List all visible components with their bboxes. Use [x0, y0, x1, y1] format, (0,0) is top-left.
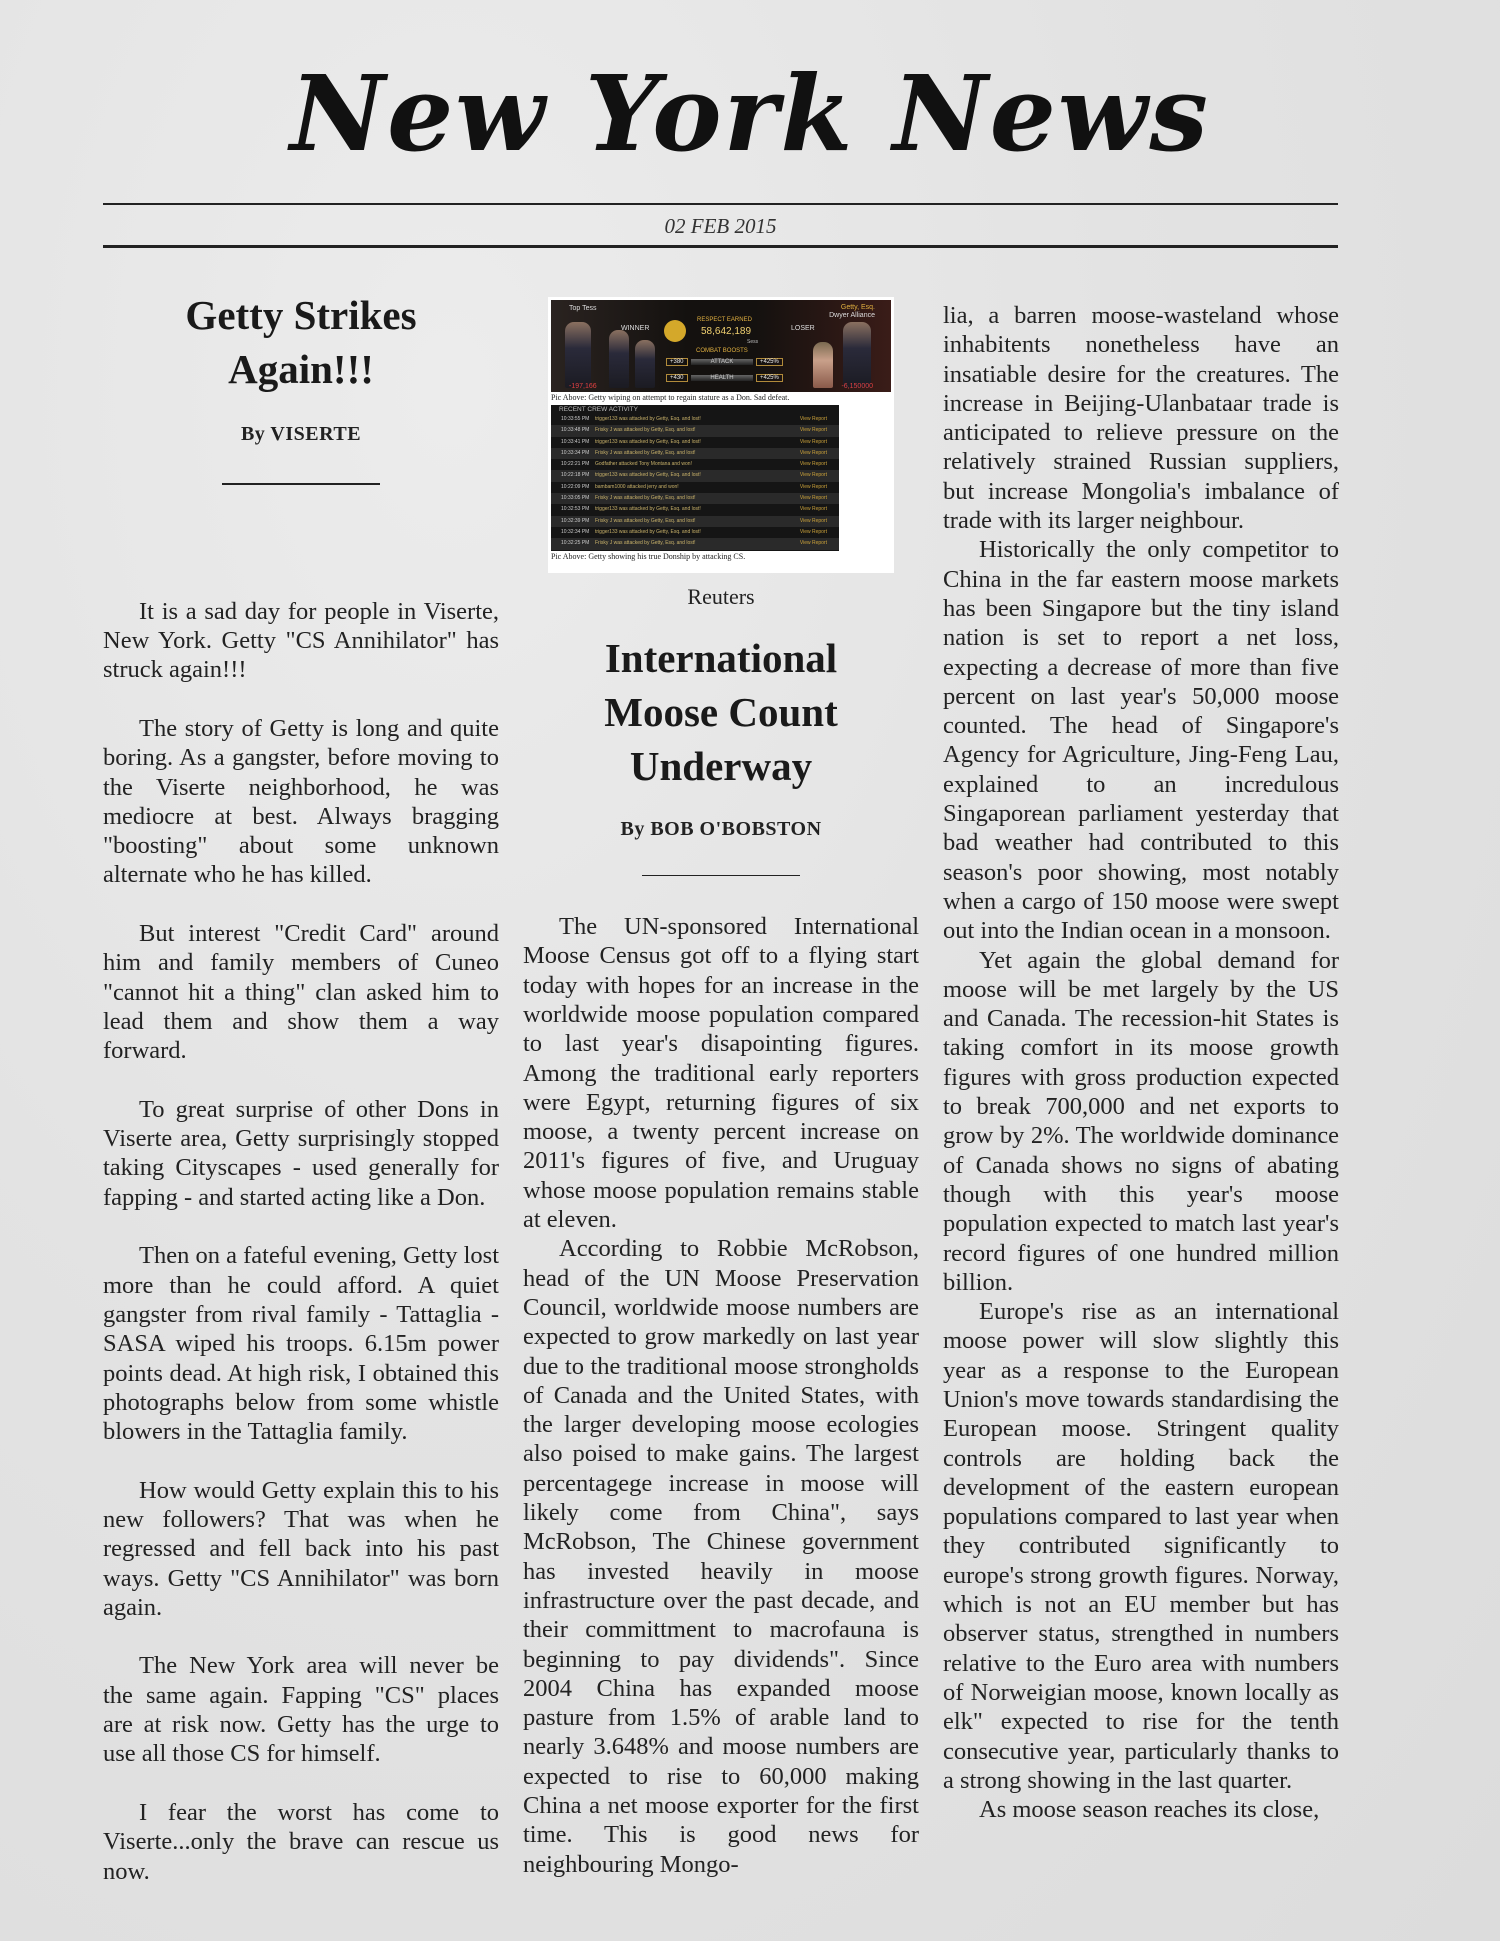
activity-time: 10:33:55 PM: [561, 416, 590, 422]
article-moose: [523, 582, 919, 1879]
lady-figure: [813, 342, 833, 388]
activity-row: [551, 448, 839, 459]
activity-text: Frisky J was attacked by Getty, Esq. and lost!: [595, 427, 696, 434]
view-report-link: View Report: [799, 540, 827, 547]
view-report-link: View Report: [799, 449, 827, 456]
masthead-rule-top: [103, 203, 1338, 205]
activity-text: trigger133 was attacked by Getty, Esq. and lost!: [595, 528, 701, 535]
paragraph: The story of Getty is long and quite boring. As a gangster, before moving to the Viserte neighborhood, he was mediocre at best. Always bragging "boosting" about some unknown alternate who he has killed.: [103, 714, 499, 889]
respect-label: RESPECT EARNED: [697, 317, 752, 323]
activity-time: 10:33:41 PM: [561, 438, 590, 445]
activity-title: RECENT CREW ACTIVITY: [559, 406, 638, 413]
gangster-figure: [609, 330, 629, 388]
combat-label: COMBAT BOOSTS: [696, 348, 748, 354]
paragraph: To great surprise of other Dons in Viserte area, Getty surprisingly stopped taking Cityscapes - used generally for fapping - and started acting like a Don.: [103, 1095, 499, 1211]
health-boost-right: +425%: [756, 374, 783, 382]
paragraph: According to Robbie McRobson, head of the UN Moose Preservation Council, worldwide moose numbers are expected to grow markedly on last year due to the traditional moose strongholds of Canada and the United States, with the larger developing moose ecologies also poised to make gains. The largest percentagege increase in moose will likely come from China", says McRobson, The Chinese government has invested heavily in moose infrastructure over the past decade, and their committment to macrofauna is beginning to pay dividends". Since 2004 China has expanded moose pasture from 1.5% of arable land to nearly 3.648% and moose numbers are expected to rise to 60,000 making China a net moose exporter for the first time. This is good news for neighbouring Mongo-: [523, 1235, 919, 1878]
activity-time: 10:22:09 PM: [561, 483, 590, 490]
paragraph: It is a sad day for people in Viserte, New York. Getty "CS Annihilator" has struck again!!!: [103, 597, 499, 684]
activity-text: Frisky J was attacked by Getty, Esq. and lost!: [595, 495, 696, 502]
view-report-link: View Report: [799, 472, 827, 479]
paragraph: As moose season reaches its close,: [979, 1796, 1320, 1824]
activity-row: [551, 482, 839, 493]
divider: [642, 875, 800, 877]
winner-name: Top Tess: [569, 305, 597, 312]
paragraph: How would Getty explain this to his new followers? That was when he regressed and fell back into his past ways. Getty "CS Annihilator" was born again.: [103, 1476, 499, 1621]
battle-result-image: [551, 300, 891, 392]
activity-row: [551, 516, 839, 527]
loser-alliance: Dwyer Alliance: [829, 312, 875, 319]
activity-time: 10:33:05 PM: [561, 495, 590, 502]
respect-coin-icon: [664, 320, 686, 342]
gangster-figure: [565, 322, 591, 388]
view-report-link: View Report: [799, 461, 827, 468]
issue-date: 02 FEB 2015: [664, 214, 777, 238]
activity-time: 10:33:34 PM: [561, 449, 590, 456]
newspaper-title: New York News: [290, 52, 1210, 175]
article-headline: International Moose Count Underway: [604, 635, 838, 790]
paragraph: Yet again the global demand for moose will be met largely by the US and Canada. The recession-hit States is taking comfort in its moose growth figures with gross production expected to break 700,000 and net exports to grow by 2%. The worldwide dominance of Canada shows no signs of abating though with this year's moose population expected to match last year's record figures of one hundred million billion.: [943, 946, 1339, 1296]
loser-name: Getty, Esq.: [840, 304, 875, 311]
health-boost-left: +430: [666, 374, 688, 382]
view-report-link: View Report: [799, 506, 827, 513]
activity-row: [551, 414, 839, 425]
view-report-link: View Report: [799, 427, 827, 434]
activity-time: 10:32:39 PM: [561, 517, 590, 524]
article-getty: [103, 288, 499, 1915]
winner-label: WINNER: [621, 325, 650, 332]
activity-text: trigger133 was attacked by Getty, Esq. and lost!: [595, 438, 701, 445]
photo-credit: Reuters: [687, 584, 755, 609]
activity-row: [551, 459, 839, 470]
gangster-figure: [843, 322, 871, 388]
activity-text: Frisky J was attacked by Getty, Esq. and lost!: [595, 540, 696, 547]
view-report-link: View Report: [799, 483, 827, 490]
attack-bar: ATTACK: [691, 359, 753, 365]
paragraph: Then on a fateful evening, Getty lost more than he could afford. A quiet gangster from rival family - Tattaglia - SASA wiped his troops. 6.15m power points dead. At high risk, I obtained this photographs below from some whistle blowers in the Tattaglia family.: [103, 1242, 499, 1446]
gangster-figure: [635, 340, 655, 388]
article-moose-continued: [943, 301, 1339, 1824]
activity-time: 10:32:53 PM: [561, 506, 590, 513]
masthead-rule-bottom: [103, 245, 1338, 248]
loser-score: -6,150000: [841, 383, 873, 390]
view-report-link: View Report: [799, 528, 827, 535]
activity-text: trigger133 was attacked by Getty, Esq. and lost!: [595, 472, 701, 479]
activity-row: [551, 538, 839, 549]
photo-caption: Pic Above: Getty showing his true Donship by attacking CS.: [551, 552, 746, 561]
paragraph: But interest "Credit Card" around him and family members of Cuneo "cannot hit a thing" clan asked him to lead them and show them a way forward.: [103, 920, 499, 1065]
activity-time: 10:32:25 PM: [561, 540, 590, 547]
view-report-link: View Report: [799, 416, 827, 422]
activity-time: 10:22:21 PM: [561, 461, 590, 468]
activity-text: Frisky J was attacked by Getty, Esq. and lost!: [595, 517, 696, 524]
divider: [222, 483, 380, 485]
activity-row: [551, 470, 839, 481]
activity-row: [551, 437, 839, 448]
activity-row: [551, 527, 839, 538]
respect-sub-label: Sess: [747, 339, 759, 345]
paragraph: Europe's rise as an international moose power will slow slightly this year as a response to the European Union's move towards standardising the European moose. Stringent quality controls are holding back the development of the eastern european populations compared to last year when they contributed significantly to europe's strong growth figures. Norway, which is not an EU member but has observer status, strengthed in numbers relative to the Euro area with numbers of Norweigian moose, known locally as elk" expected to rise for the tenth consecutive year, particularly thanks to a strong showing in the last quarter.: [943, 1298, 1339, 1794]
crew-activity-image: [551, 405, 839, 551]
activity-text: Godfather attacked Tony Montana and won!: [595, 461, 692, 468]
article-photos: [548, 297, 894, 573]
activity-text: trigger133 was attacked by Getty, Esq. and lost!: [595, 416, 701, 422]
paragraph: I fear the worst has come to Viserte...only the brave can rescue us now.: [103, 1798, 499, 1885]
activity-row: [551, 425, 839, 436]
attack-boost-left: +380: [666, 358, 688, 366]
paragraph: lia, a barren moose-wasteland whose inhabitents nonetheless have an insatiable desire for the creatures. The increase in Beijing-Ulanbataar trade is anticipated to relieve pressure on the relatively strained Russian suppliers, but increase Mongolia's imbalance of trade with its larger neighbour.: [943, 302, 1339, 535]
article-byline: By BOB O'BOBSTON: [620, 818, 822, 841]
article-body: [523, 912, 919, 1879]
activity-time: 10:22:18 PM: [561, 472, 590, 479]
activity-row: [551, 493, 839, 504]
activity-text: trigger133 was attacked by Getty, Esq. and lost!: [595, 506, 701, 513]
activity-row: [551, 504, 839, 515]
activity-text: Frisky J was attacked by Getty, Esq. and lost!: [595, 449, 696, 456]
article-body: [103, 597, 499, 1886]
paragraph: The New York area will never be the same again. Fapping "CS" places are at risk now. Getty has the urge to use all those CS for himself.: [103, 1652, 499, 1768]
paragraph: Historically the only competitor to China in the far eastern moose markets has been Singapore but the tiny island nation is set to report a net loss, expecting a decrease of more than five percent on last year's 50,000 moose counted. The head of Singapore's Agency for Agriculture, Jing-Feng Lau, explained to an incredulous Singaporean parliament yesterday that bad weather had contributed to this season's poor showing, most notably when a cargo of 150 moose were swept out into the Indian ocean in a monsoon.: [943, 536, 1339, 945]
health-bar: HEALTH: [691, 375, 753, 381]
article-headline: Getty Strikes Again!!!: [185, 292, 417, 392]
winner-score: -197,166: [569, 383, 597, 390]
activity-time: 10:32:34 PM: [561, 528, 590, 535]
activity-text: bambam1000 attacked jerry and won!: [595, 483, 679, 490]
loser-label: LOSER: [791, 325, 815, 332]
view-report-link: View Report: [799, 495, 827, 502]
respect-value: 58,642,189: [701, 326, 752, 337]
article-byline: By VISERTE: [240, 423, 362, 445]
attack-boost-right: +425%: [756, 358, 783, 366]
activity-time: 10:33:48 PM: [561, 427, 590, 434]
photo-caption: Pic Above: Getty wiping on attempt to regain stature as a Don. Sad defeat.: [551, 393, 790, 402]
view-report-link: View Report: [799, 517, 827, 524]
paragraph: The UN-sponsored International Moose Census got off to a flying start today with hopes for an increase in the worldwide moose population compared to last year's disapointing figures. Among the traditional early reporters were Egypt, returning figures of six moose, a twenty percent increase on 2011's figures of five, and Uruguay whose moose population remains stable at eleven.: [523, 913, 919, 1234]
view-report-link: View Report: [799, 438, 827, 445]
